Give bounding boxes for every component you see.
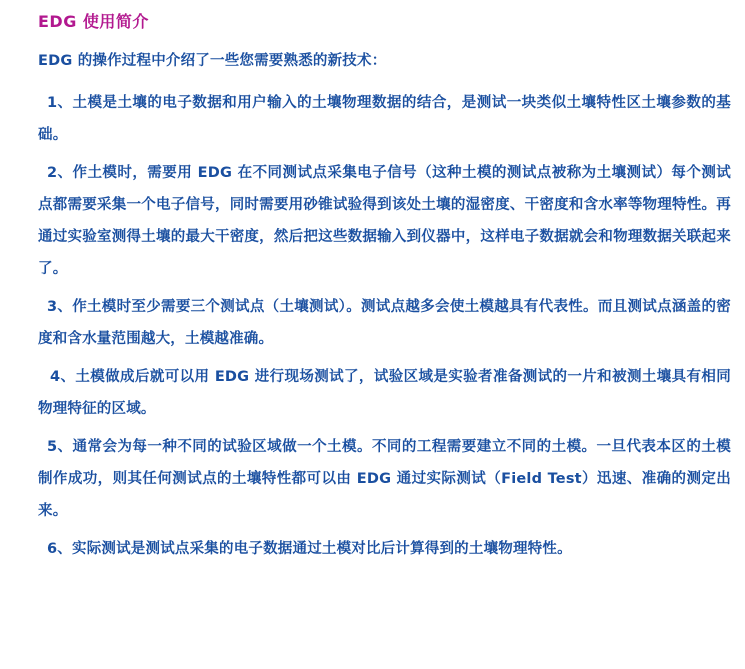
list-item-5: 5、通常会为每一种不同的试验区域做一个土模。不同的工程需要建立不同的土模。一旦代表本区的土模制作成功，则其任何测试点的土壤特性都可以由 EDG 通过实际测试（Field Test）迅速、准确的测定出来。: [38, 439, 731, 520]
page-title: EDG 使用简介: [38, 12, 149, 31]
list-item-2: 2、作土模时，需要用 EDG 在不同测试点采集电子信号（这种土模的测试点被称为土壤测试）每个测试点都需要采集一个电子信号，同时需要用砂锥试验得到该处土壤的湿密度、干密度和含水率等物理特性。再通过实验室测得土壤的最大干密度，然后把这些数据输入到仪器中，这样电子数据就会和物理数据关联起来了。: [38, 165, 731, 278]
list-item-1: 1、土模是土壤的电子数据和用户输入的土壤物理数据的结合，是测试一块类似土壤特性区土壤参数的基础。: [38, 95, 731, 144]
list-item-3: 3、作土模时至少需要三个测试点（土壤测试）。测试点越多会使土模越具有代表性。而且测试点涵盖的密度和含水量范围越大，土模越准确。: [38, 299, 731, 348]
intro-paragraph: EDG 的操作过程中介绍了一些您需要熟悉的新技术：: [38, 53, 387, 70]
list-item-4: 4、土模做成后就可以用 EDG 进行现场测试了，试验区域是实验者准备测试的一片和被测土壤具有相同物理特征的区域。: [38, 369, 731, 418]
list-item-6: 6、实际测试是测试点采集的电子数据通过土模对比后计算得到的土壤物理特性。: [47, 541, 572, 558]
